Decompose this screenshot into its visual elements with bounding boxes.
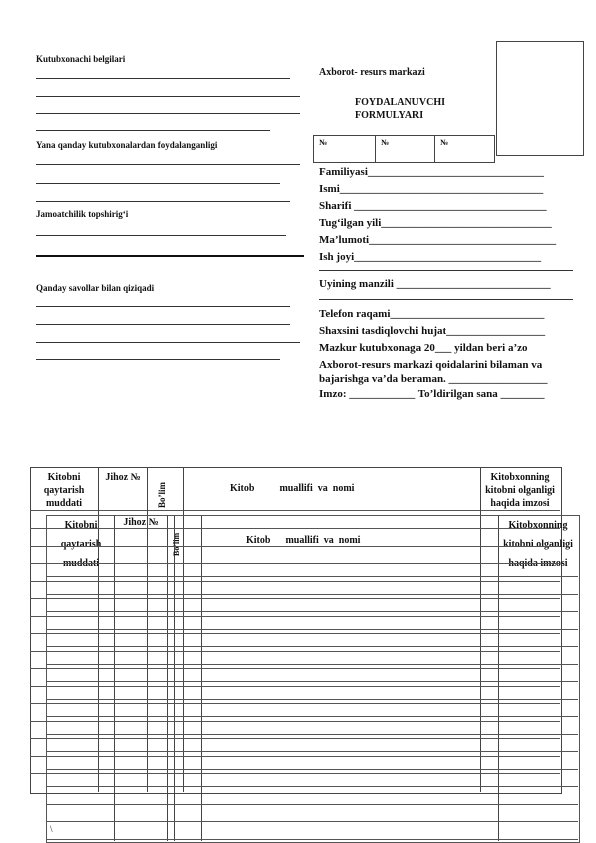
marks-line-4 <box>36 130 270 131</box>
overlay-row-line <box>46 769 578 770</box>
overlay-row-line <box>46 681 578 682</box>
stray-mark: \ <box>50 824 53 834</box>
id-document-field[interactable]: Shaxsini tasdiqlovchi hujat__________________ <box>319 325 546 337</box>
marks-line-1 <box>36 78 290 79</box>
overlay-row-line <box>46 594 578 595</box>
task-line-1 <box>36 235 286 236</box>
workplace-line-2 <box>319 270 573 271</box>
overlay-row-line <box>46 839 578 840</box>
overlay-row-line <box>46 629 578 630</box>
overlay-row-line <box>46 611 578 612</box>
overlay-header-inventory-no: Jihoz № <box>123 517 159 528</box>
number-box <box>313 135 495 163</box>
overlay-row-line <box>46 734 578 735</box>
header-return-date: Kitobni qaytarish muddati <box>43 472 85 509</box>
signature-date-field[interactable]: Imzo: ____________ To’ldirilgan sana ________ <box>319 388 545 400</box>
overlay-row-line <box>46 804 578 805</box>
table-row-line <box>30 703 560 704</box>
table-row-line <box>30 563 560 564</box>
table-row-line <box>30 721 560 722</box>
form-title-line2: FORMULYARI <box>355 110 424 121</box>
table-row-line <box>30 756 560 757</box>
workplace-field[interactable]: Ish joyi__________________________________ <box>319 251 542 263</box>
number-cell-2: № <box>376 136 435 162</box>
number-cell-3: № <box>440 138 449 147</box>
overlay-row-line <box>46 576 578 577</box>
interests-line-2 <box>36 324 290 325</box>
overlay-header-reader-signature: Kitobxonning kitobni olganligi haqida imzosi <box>503 520 573 569</box>
task-line-2 <box>36 255 304 257</box>
form-title-line1: FOYDALANUVCHI <box>355 97 445 108</box>
overlay-header-return-date: Kitobni qaytarish muddati <box>60 520 102 569</box>
librarian-marks-label: Kutubxonachi belgilari <box>36 54 126 64</box>
interests-label: Qanday savollar bilan qiziqadi <box>36 283 155 293</box>
birth-year-field[interactable]: Tug‘ilgan yili_______________________________ <box>319 217 552 229</box>
table-row-line <box>30 773 560 774</box>
membership-year-field[interactable]: Mazkur kutubxonaga 20___ yildan beri a’zo <box>319 342 528 354</box>
surname-field[interactable]: Familiyasi________________________________ <box>319 166 544 178</box>
photo-placeholder <box>496 41 584 156</box>
address-line-2 <box>319 299 573 300</box>
header-inventory-no: Jihoz № <box>105 472 141 483</box>
libraries-line-2 <box>36 183 280 184</box>
table-row-line <box>30 651 560 652</box>
number-cell-1: № <box>314 136 376 162</box>
name-field[interactable]: Ismi_____________________________________ <box>319 183 544 195</box>
overlay-row-line <box>46 751 578 752</box>
table-row-line <box>30 528 560 529</box>
marks-line-2 <box>36 96 300 97</box>
rules-agreement-line2[interactable]: bajarishga va’da beraman. __________________ <box>319 373 548 385</box>
public-task-label: Jamoatchilik topshirig‘i <box>36 209 129 219</box>
table-row-line <box>30 686 560 687</box>
overlay-header-book-author-title: Kitob muallifi va nomi <box>246 535 361 546</box>
table-row-line <box>30 598 560 599</box>
header-section: Bo’lim <box>157 482 167 508</box>
header-reader-signature: Kitobxonning kitobni olganligi haqida imzosi <box>485 472 555 509</box>
overlay-row-line <box>46 716 578 717</box>
rules-agreement-line1: Axborot-resurs markazi qoidalarini bilaman va <box>319 359 543 371</box>
interests-line-4 <box>36 359 280 360</box>
libraries-line-1 <box>36 164 300 165</box>
table-row-line <box>30 738 560 739</box>
overlay-row-line <box>46 646 578 647</box>
phone-field[interactable]: Telefon raqami____________________________ <box>319 308 545 320</box>
table-row-line <box>30 616 560 617</box>
other-libraries-label: Yana qanday kutubxonalardan foydalanganligi <box>36 140 218 150</box>
home-address-field[interactable]: Uyining manzili ____________________________ <box>319 278 551 290</box>
table-row-line <box>30 668 560 669</box>
libraries-line-3 <box>36 201 290 202</box>
marks-line-3 <box>36 113 300 114</box>
interests-line-3 <box>36 342 300 343</box>
interests-line-1 <box>36 306 290 307</box>
overlay-row-line <box>46 664 578 665</box>
patronymic-field[interactable]: Sharifi ___________________________________ <box>319 200 547 212</box>
header-book-author-title: Kitob muallifi va nomi <box>230 483 355 494</box>
education-field[interactable]: Ma’lumoti__________________________________ <box>319 234 557 246</box>
center-name: Axborot- resurs markazi <box>319 67 425 78</box>
table-row-line <box>30 633 560 634</box>
table-row-line <box>30 581 560 582</box>
table-row-line <box>30 546 560 547</box>
overlay-row-line <box>46 786 578 787</box>
overlay-header-section: Bo’lim <box>172 532 181 556</box>
overlay-row-line <box>46 821 578 822</box>
overlay-row-line <box>46 699 578 700</box>
